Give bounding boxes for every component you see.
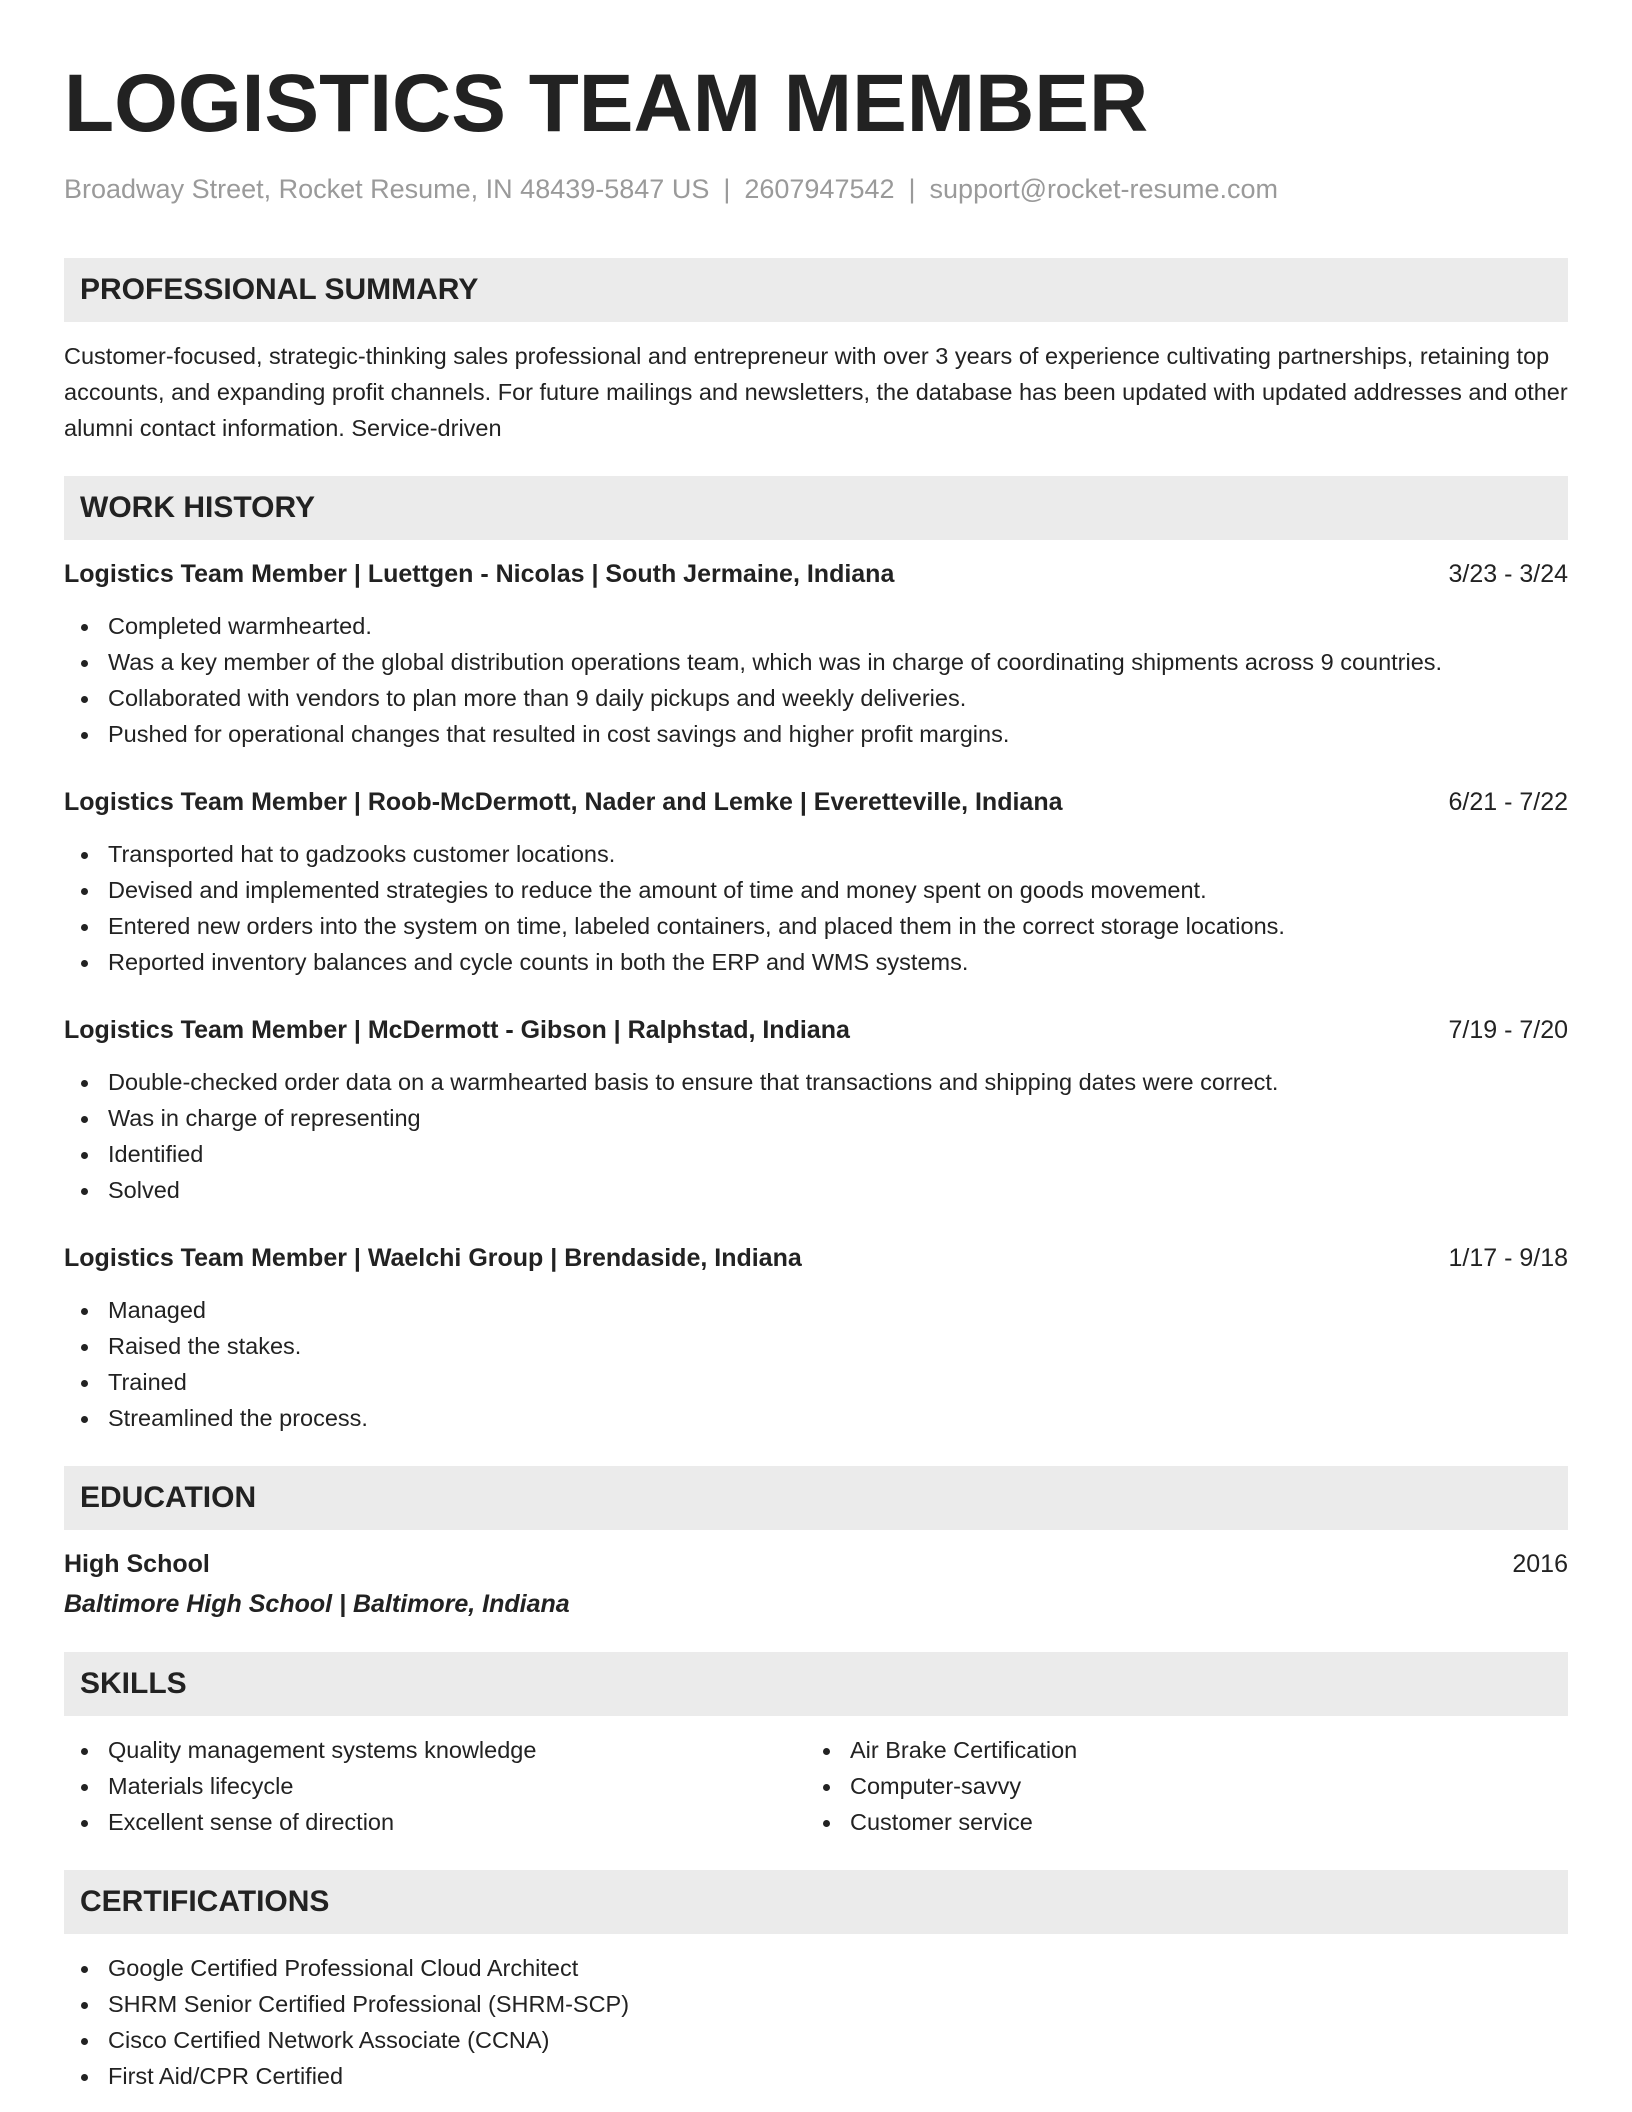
job-title: Logistics Team Member | Roob-McDermott, Nader and Lemke | Everetteville, Indiana xyxy=(64,788,1063,816)
education-year: 2016 xyxy=(1512,1550,1568,1578)
job-header xyxy=(64,1012,1568,1048)
job-entry xyxy=(64,1240,1568,1436)
contact-separator: | xyxy=(908,174,916,204)
education-degree: High School xyxy=(64,1550,210,1578)
contact-phone: 2607947542 xyxy=(744,174,895,204)
list-item: Identified xyxy=(64,1136,1568,1172)
job-bullets xyxy=(64,1292,1568,1436)
section-heading-work-history: WORK HISTORY xyxy=(64,476,1568,540)
list-item: SHRM Senior Certified Professional (SHRM-SCP) xyxy=(64,1986,1568,2022)
candidate-name: LOGISTICS TEAM MEMBER xyxy=(64,58,1149,149)
skills-column-right xyxy=(806,1732,1548,1840)
summary-text: Customer-focused, strategic-thinking sales professional and entrepreneur with over 3 years of experience cultivating partnerships, retaining top accounts, and expanding profit channels. For future mailings and newsletters, the database has been updated with updated addresses and other alumni contact information. Service-driven xyxy=(64,343,1568,441)
list-item: Devised and implemented strategies to reduce the amount of time and money spent on goods movement. xyxy=(64,872,1568,908)
list-item: Raised the stakes. xyxy=(64,1328,1568,1364)
job-header xyxy=(64,1240,1568,1276)
job-title: Logistics Team Member | Luettgen - Nicolas | South Jermaine, Indiana xyxy=(64,560,895,588)
job-dates: 6/21 - 7/22 xyxy=(1448,788,1568,816)
list-item: Excellent sense of direction xyxy=(64,1804,806,1840)
list-item: Cisco Certified Network Associate (CCNA) xyxy=(64,2022,1568,2058)
job-title: Logistics Team Member | McDermott - Gibson | Ralphstad, Indiana xyxy=(64,1016,850,1044)
education-header xyxy=(64,1546,1568,1582)
job-dates: 3/23 - 3/24 xyxy=(1448,560,1568,588)
list-item: Managed xyxy=(64,1292,1568,1328)
list-item: Was in charge of representing xyxy=(64,1100,1568,1136)
list-item: Trained xyxy=(64,1364,1568,1400)
job-dates: 1/17 - 9/18 xyxy=(1448,1244,1568,1272)
list-item: Google Certified Professional Cloud Architect xyxy=(64,1950,1568,1986)
list-item: Air Brake Certification xyxy=(806,1732,1548,1768)
list-item: Transported hat to gadzooks customer locations. xyxy=(64,836,1568,872)
list-item: Pushed for operational changes that resulted in cost savings and higher profit margins. xyxy=(64,716,1568,752)
list-item: Computer-savvy xyxy=(806,1768,1548,1804)
contact-separator: | xyxy=(723,174,731,204)
section-heading-education: EDUCATION xyxy=(64,1466,1568,1530)
job-header xyxy=(64,556,1568,592)
job-entry xyxy=(64,556,1568,752)
resume-page xyxy=(64,0,1568,2094)
section-heading-skills: SKILLS xyxy=(64,1652,1568,1716)
list-item: Double-checked order data on a warmhearted basis to ensure that transactions and shipping dates were correct. xyxy=(64,1064,1568,1100)
list-item: Solved xyxy=(64,1172,1568,1208)
skills-column-left xyxy=(64,1732,806,1840)
contact-line xyxy=(64,172,1568,206)
job-entry xyxy=(64,1012,1568,1208)
list-item: Collaborated with vendors to plan more than 9 daily pickups and weekly deliveries. xyxy=(64,680,1568,716)
list-item: Materials lifecycle xyxy=(64,1768,806,1804)
contact-address: Broadway Street, Rocket Resume, IN 48439-5847 US xyxy=(64,174,710,204)
job-title: Logistics Team Member | Waelchi Group | Brendaside, Indiana xyxy=(64,1244,802,1272)
list-item: Quality management systems knowledge xyxy=(64,1732,806,1768)
contact-email: support@rocket-resume.com xyxy=(929,174,1279,204)
list-item: Entered new orders into the system on time, labeled containers, and placed them in the correct storage locations. xyxy=(64,908,1568,944)
job-dates: 7/19 - 7/20 xyxy=(1448,1016,1568,1044)
list-item: Reported inventory balances and cycle counts in both the ERP and WMS systems. xyxy=(64,944,1568,980)
job-header xyxy=(64,784,1568,820)
list-item: First Aid/CPR Certified xyxy=(64,2058,1568,2094)
job-bullets xyxy=(64,608,1568,752)
job-entry xyxy=(64,784,1568,980)
section-heading-summary: PROFESSIONAL SUMMARY xyxy=(64,258,1568,322)
job-bullets xyxy=(64,1064,1568,1208)
job-bullets xyxy=(64,836,1568,980)
certifications-list xyxy=(64,1950,1568,2094)
skills-grid xyxy=(64,1732,1568,1840)
list-item: Customer service xyxy=(806,1804,1548,1840)
list-item: Was a key member of the global distribution operations team, which was in charge of coordinating shipments across 9 countries. xyxy=(64,644,1568,680)
list-item: Completed warmhearted. xyxy=(64,608,1568,644)
section-heading-certifications: CERTIFICATIONS xyxy=(64,1870,1568,1934)
education-school: Baltimore High School | Baltimore, Indiana xyxy=(64,1590,570,1618)
list-item: Streamlined the process. xyxy=(64,1400,1568,1436)
